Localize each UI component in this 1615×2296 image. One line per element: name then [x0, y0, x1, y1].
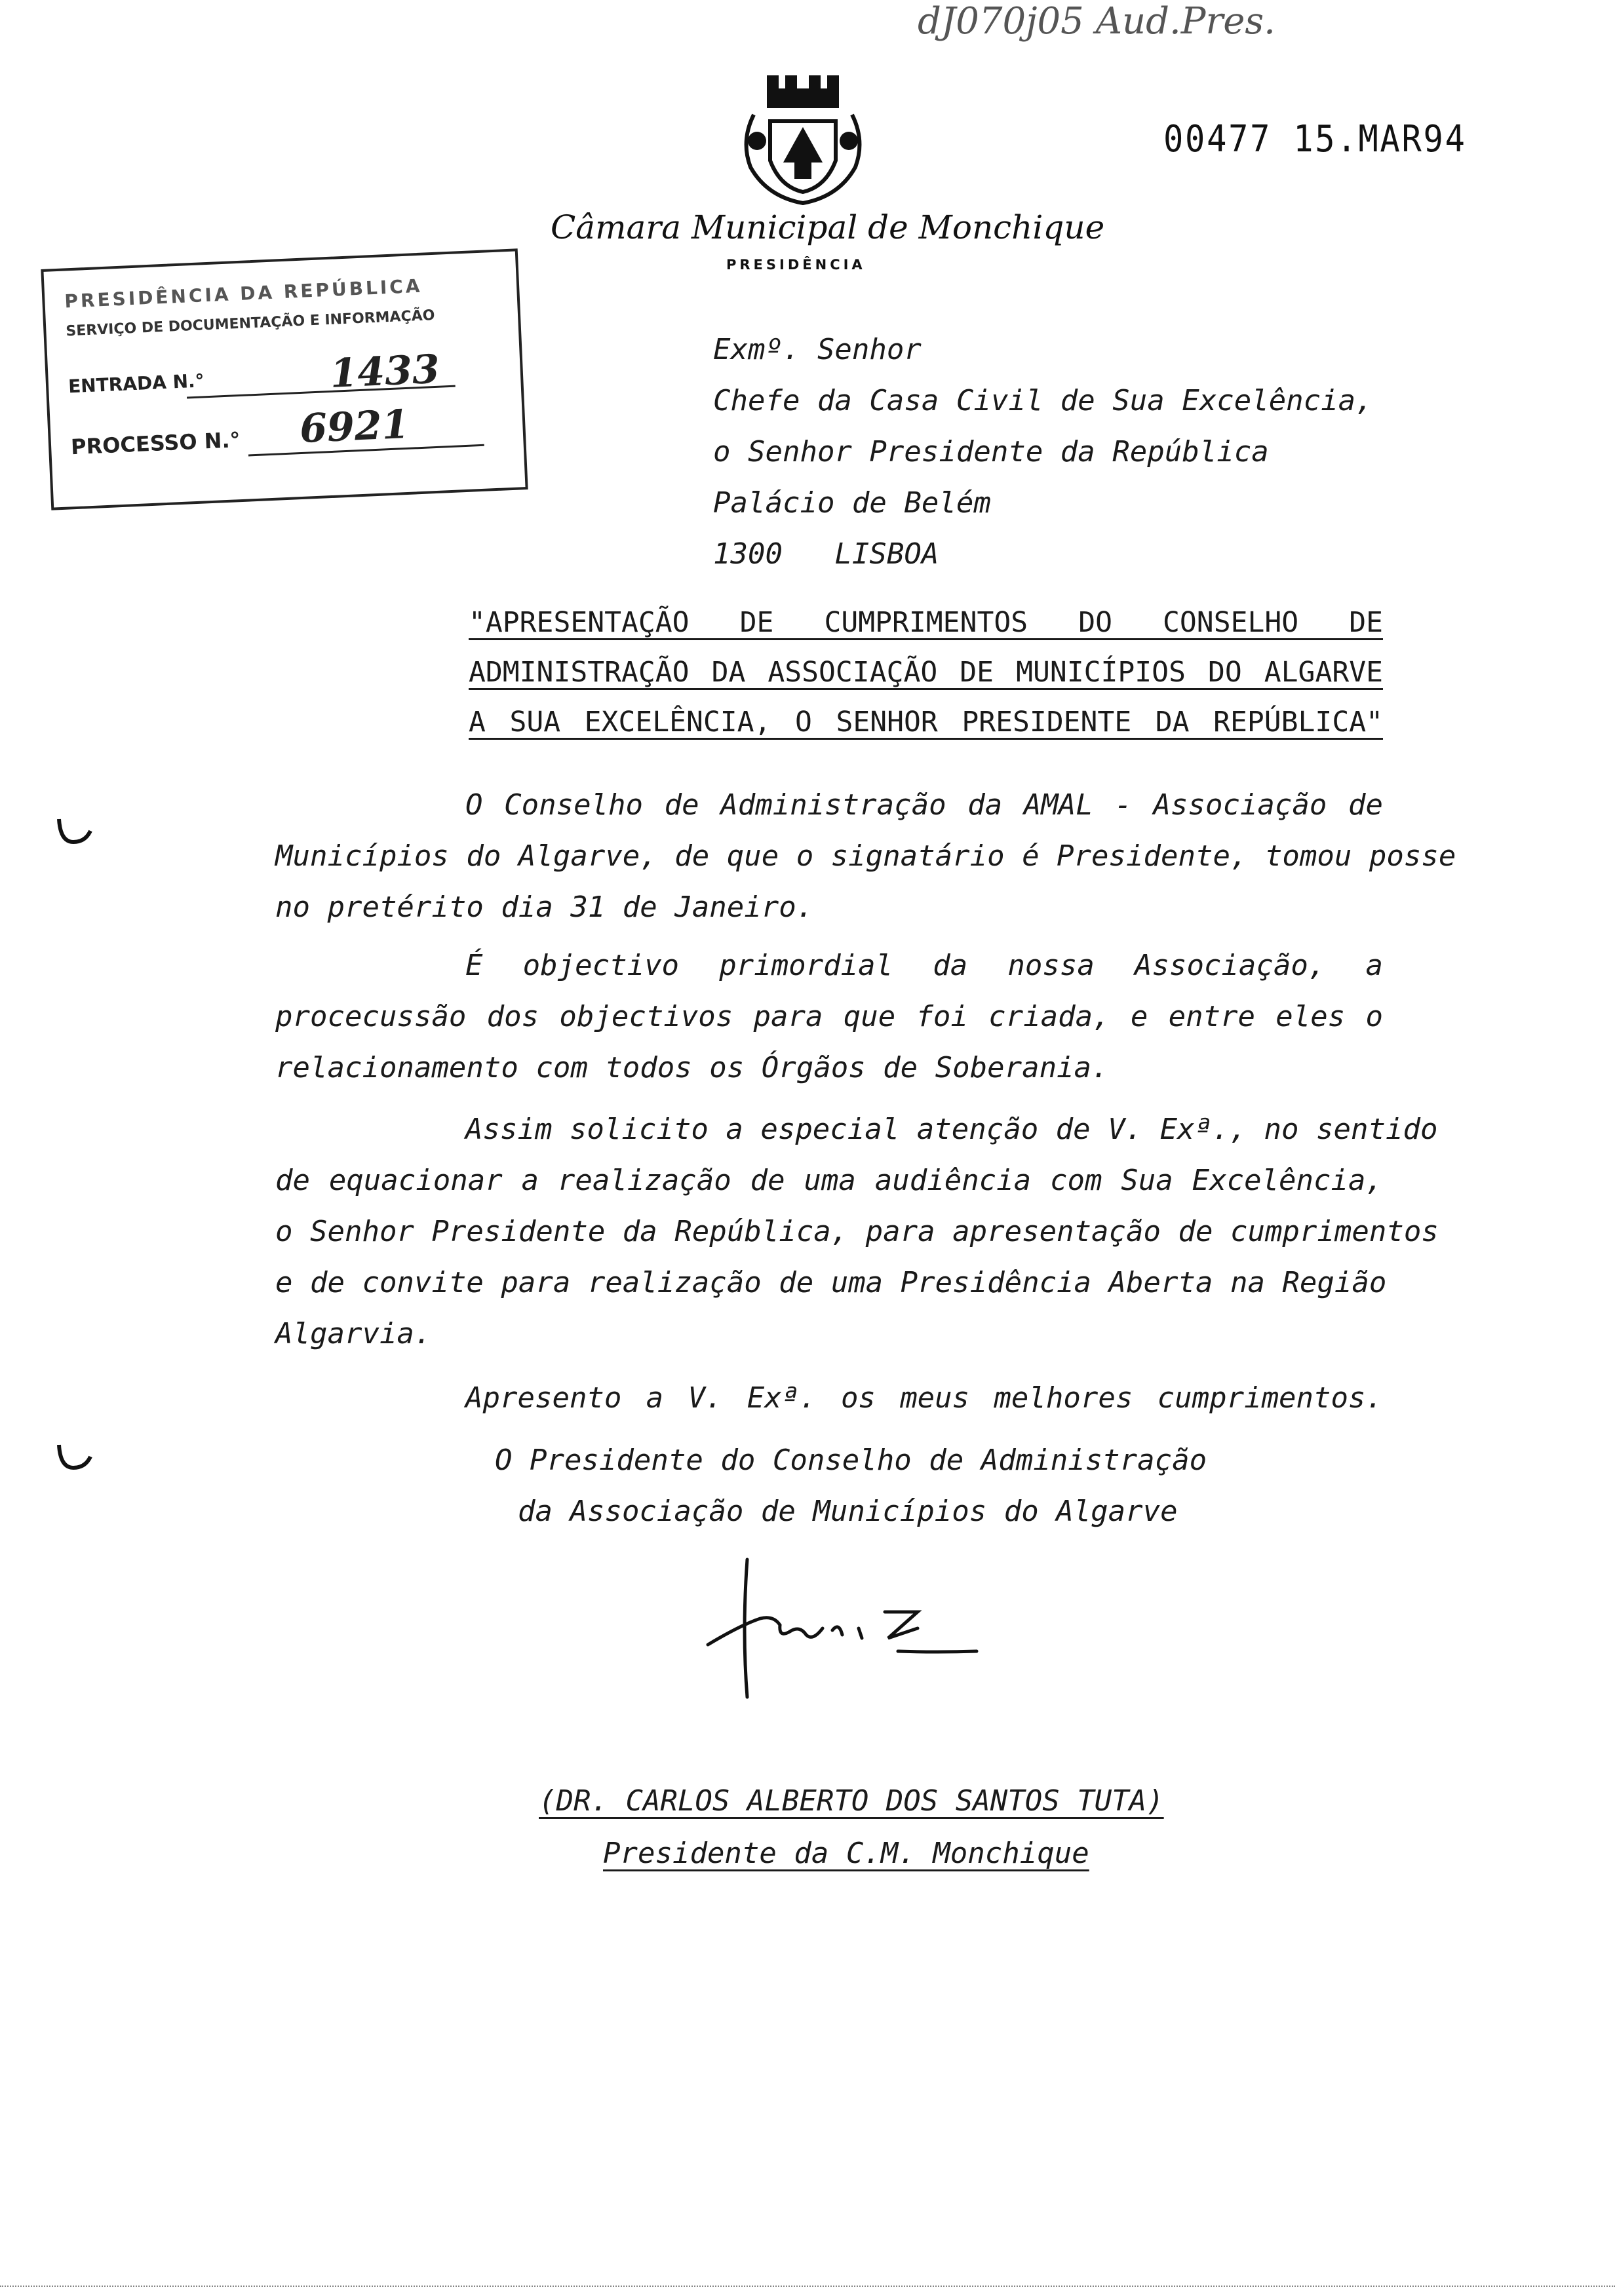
letterhead-department: PRESIDÊNCIA [726, 257, 866, 273]
stamp-line-1: PRESIDÊNCIA DA REPÚBLICA [64, 275, 423, 313]
paragraph-line: de equacionar a realização de uma audiência com Sua Excelência, [275, 1164, 1383, 1197]
stamp-line-2: SERVIÇO DE DOCUMENTAÇÃO E INFORMAÇÃO [65, 307, 435, 340]
recipient-line: 1300 LISBOA [713, 537, 939, 571]
paragraph-3 [275, 1104, 1439, 1360]
registry-stamp [41, 248, 528, 510]
paragraph-1 [275, 780, 1456, 933]
signatory-title-line: da Associação de Municípios do Algarve [518, 1495, 1178, 1528]
archive-handwritten-note: dJ070j05 Aud.Pres. [918, 0, 1275, 43]
paragraph-line: Assim solicito a especial atenção de V. Exª., no sentido [465, 1113, 1438, 1146]
recipient-line: o Senhor Presidente da República [713, 435, 1269, 469]
paragraph-line: no pretérito dia 31 de Janeiro. [275, 890, 814, 924]
paragraph-line: procecussão dos objectivos para que foi criada, e entre eles o [275, 1000, 1383, 1033]
stamp-entrada-value: 1433 [329, 346, 441, 397]
signatory-name [539, 1776, 1164, 1827]
closing-line [465, 1373, 1383, 1424]
signatory-title [495, 1435, 1207, 1537]
punch-mark-icon [54, 813, 93, 852]
paragraph-line: e de convite para realização de uma Presidência Aberta na Região [275, 1266, 1387, 1299]
stamp-entrada-label: ENTRADA N.° [68, 370, 205, 398]
recipient-address [713, 324, 1373, 580]
signature [701, 1553, 983, 1723]
subject-line: A SUA EXCELÊNCIA, O SENHOR PRESIDENTE DA REPÚBLICA" [469, 706, 1383, 738]
paragraph-line: O Conselho de Administração da AMAL - Associação de [465, 788, 1383, 822]
recipient-line: Palácio de Belém [713, 486, 991, 520]
signatory-title-line: O Presidente do Conselho de Administração [495, 1444, 1207, 1477]
paragraph-line: Algarvia. [275, 1317, 432, 1350]
reference-stamp: 00477 15.MAR94 [1163, 118, 1467, 161]
recipient-line: Chefe da Casa Civil de Sua Excelência, [713, 384, 1373, 417]
paragraph-line: É objectivo primordial da nossa Associação, a [465, 949, 1383, 982]
subject-line: ADMINISTRAÇÃO DA ASSOCIAÇÃO DE MUNICÍPIOS DO ALGARVE [469, 656, 1383, 689]
subject-line: "APRESENTAÇÃO DE CUMPRIMENTOS DO CONSELHO DE [469, 606, 1383, 639]
paragraph-line: o Senhor Presidente da República, para apresentação de cumprimentos [275, 1215, 1439, 1248]
letterhead-name: Câmara Municipal de Monchique [551, 208, 1105, 246]
stamp-processo-value: 6921 [298, 401, 410, 453]
paragraph-line: relacionamento com todos os Órgãos de Soberania. [275, 1051, 1109, 1084]
stamp-processo-label: PROCESSO N.° [70, 427, 241, 460]
subject-block [469, 598, 1383, 747]
signatory-name-text: (DR. CARLOS ALBERTO DOS SANTOS TUTA) [539, 1784, 1164, 1818]
bottom-edge-line [0, 2286, 1615, 2287]
recipient-line: Exmº. Senhor [713, 333, 922, 366]
signatory-role [603, 1828, 1089, 1879]
signatory-role-text: Presidente da C.M. Monchique [603, 1837, 1089, 1870]
closing-text: Apresento a V. Exª. os meus melhores cumprimentos. [465, 1381, 1383, 1415]
punch-mark-icon [54, 1438, 93, 1478]
paragraph-line: Municípios do Algarve, de que o signatário é Presidente, tomou posse [275, 839, 1456, 873]
coat-of-arms-emblem [728, 69, 878, 206]
paragraph-2 [275, 940, 1383, 1094]
